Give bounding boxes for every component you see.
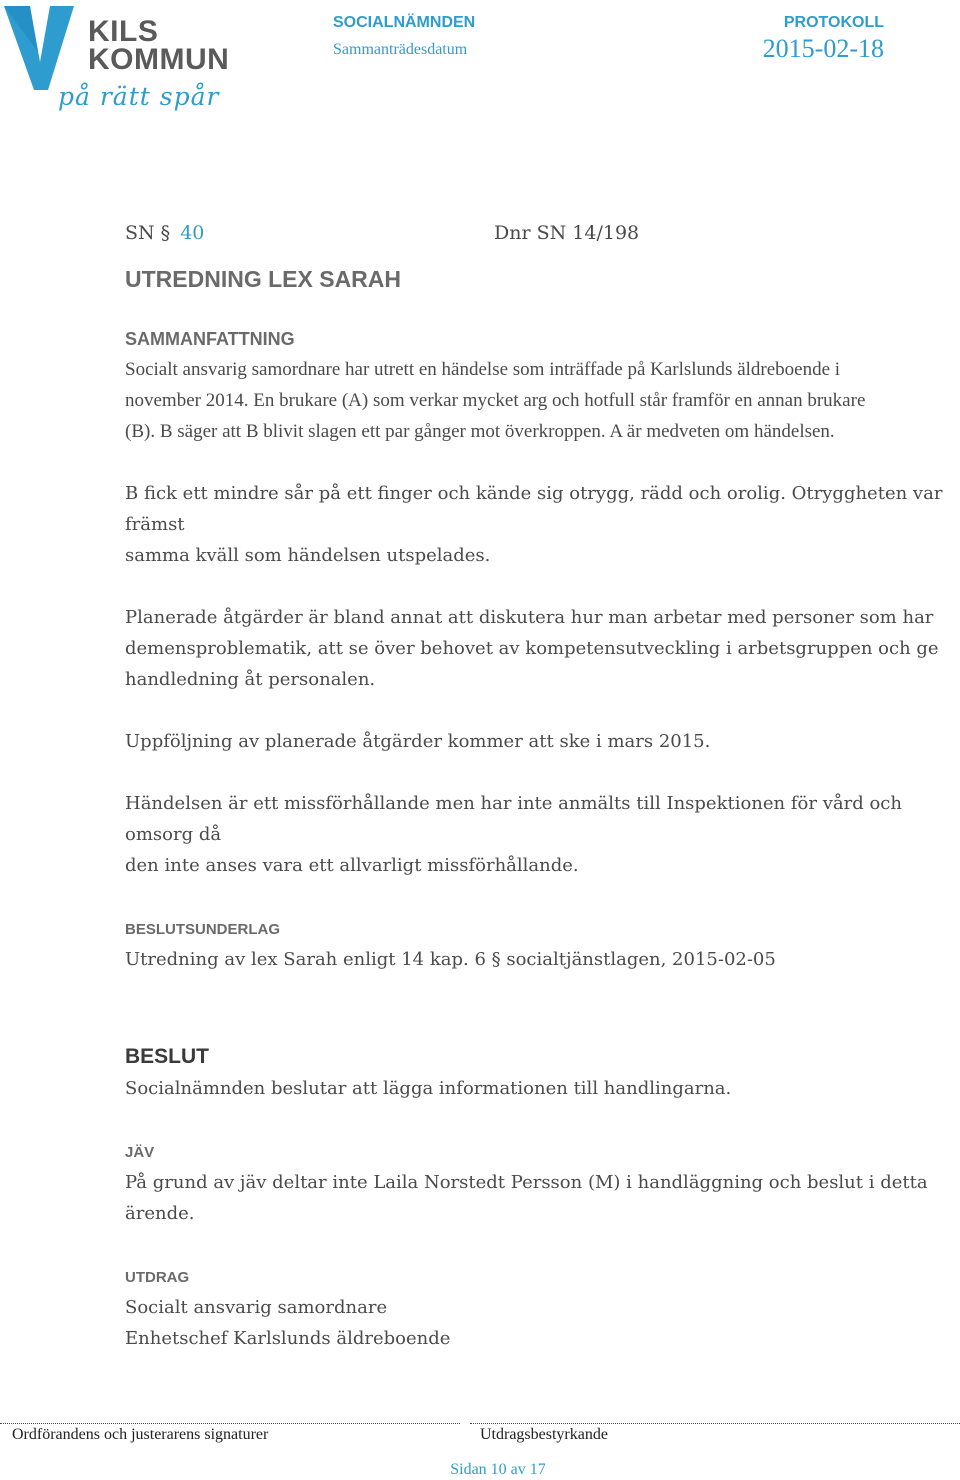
paragraph-3-line-1: Planerade åtgärder är bland annat att diskutera hur man arbetar med personer som har [125,607,934,628]
extract-line [470,1423,960,1424]
case-dnr: Dnr SN 14/198 [494,222,640,244]
utdrag-recipient-1: Socialt ansvarig samordnare [125,1297,388,1318]
paragraph-2-line-2: samma kväll som händelsen utspelades. [125,545,491,566]
kils-kommun-logo [0,0,240,135]
header-right [763,14,884,64]
page-number: Sidan 10 av 17 [450,1461,546,1478]
paragraph-2-line-1: B fick ett mindre sår på ett finger och kände sig otrygg, rädd och orolig. Otryggheten var främst [125,483,943,535]
logo-kils-text: KILS [88,15,159,48]
document-type: PROTOKOLL [783,14,884,31]
paragraph-3-line-3: handledning åt personalen. [125,669,376,690]
case-prefix: SN § [125,222,171,244]
meeting-date: 2015-02-18 [762,34,884,63]
logo-kommun-text: KOMMUN [88,43,230,76]
utdrag-heading: UTDRAG [125,1269,190,1286]
case-line [125,222,955,252]
committee-name: SOCIALNÄMNDEN [333,14,476,31]
jav-heading: JÄV [125,1144,155,1161]
paragraph-5-line-2: den inte anses vara ett allvarligt missförhållande. [125,855,579,876]
extract-label: Utdragsbestyrkande [480,1426,608,1443]
beslut-text: Socialnämnden beslutar att lägga informationen till handlingarna. [125,1078,732,1099]
paragraph-3-line-2: demensproblematik, att se över behovet av kompetensutveckling i arbetsgruppen och ge [125,638,939,659]
logo-tagline: på rätt spår [58,82,220,111]
beslut-heading: BESLUT [125,1045,209,1068]
signatures-label: Ordförandens och justerarens signaturer [12,1426,269,1443]
beslutsunderlag-text: Utredning av lex Sarah enligt 14 kap. 6 § socialtjänstlagen, 2015-02-05 [125,949,776,970]
paragraph-5-line-1: Händelsen är ett missförhållande men har inte anmälts till Inspektionen för vård och omsorg då [125,793,902,845]
sammanfattning-line-1: Socialt ansvarig samordnare har utrett en händelse som inträffade på Karlslunds äldreboende i [125,359,841,380]
utdrag-recipient-2: Enhetschef Karlslunds äldreboende [125,1328,451,1349]
beslutsunderlag-heading: BESLUTSUNDERLAG [125,921,281,938]
document-body [125,222,955,1354]
sammanfattning-line-2: november 2014. En brukare (A) som verkar mycket arg och hotfull står framför en annan brukare [125,390,866,411]
date-label: Sammanträdesdatum [333,41,468,58]
jav-text: På grund av jäv deltar inte Laila Norstedt Persson (M) i handläggning och beslut i detta ärende. [125,1172,928,1224]
paragraph-4: Uppföljning av planerade åtgärder kommer att ske i mars 2015. [125,731,711,752]
header-left [333,14,475,59]
case-title: UTREDNING LEX SARAH [125,266,402,292]
sammanfattning-heading: SAMMANFATTNING [125,329,295,349]
signature-line [0,1423,460,1424]
case-number: 40 [180,222,205,244]
sammanfattning-line-3: (B). B säger att B blivit slagen ett par gånger mot överkroppen. A är medveten om händelsen. [125,421,835,442]
